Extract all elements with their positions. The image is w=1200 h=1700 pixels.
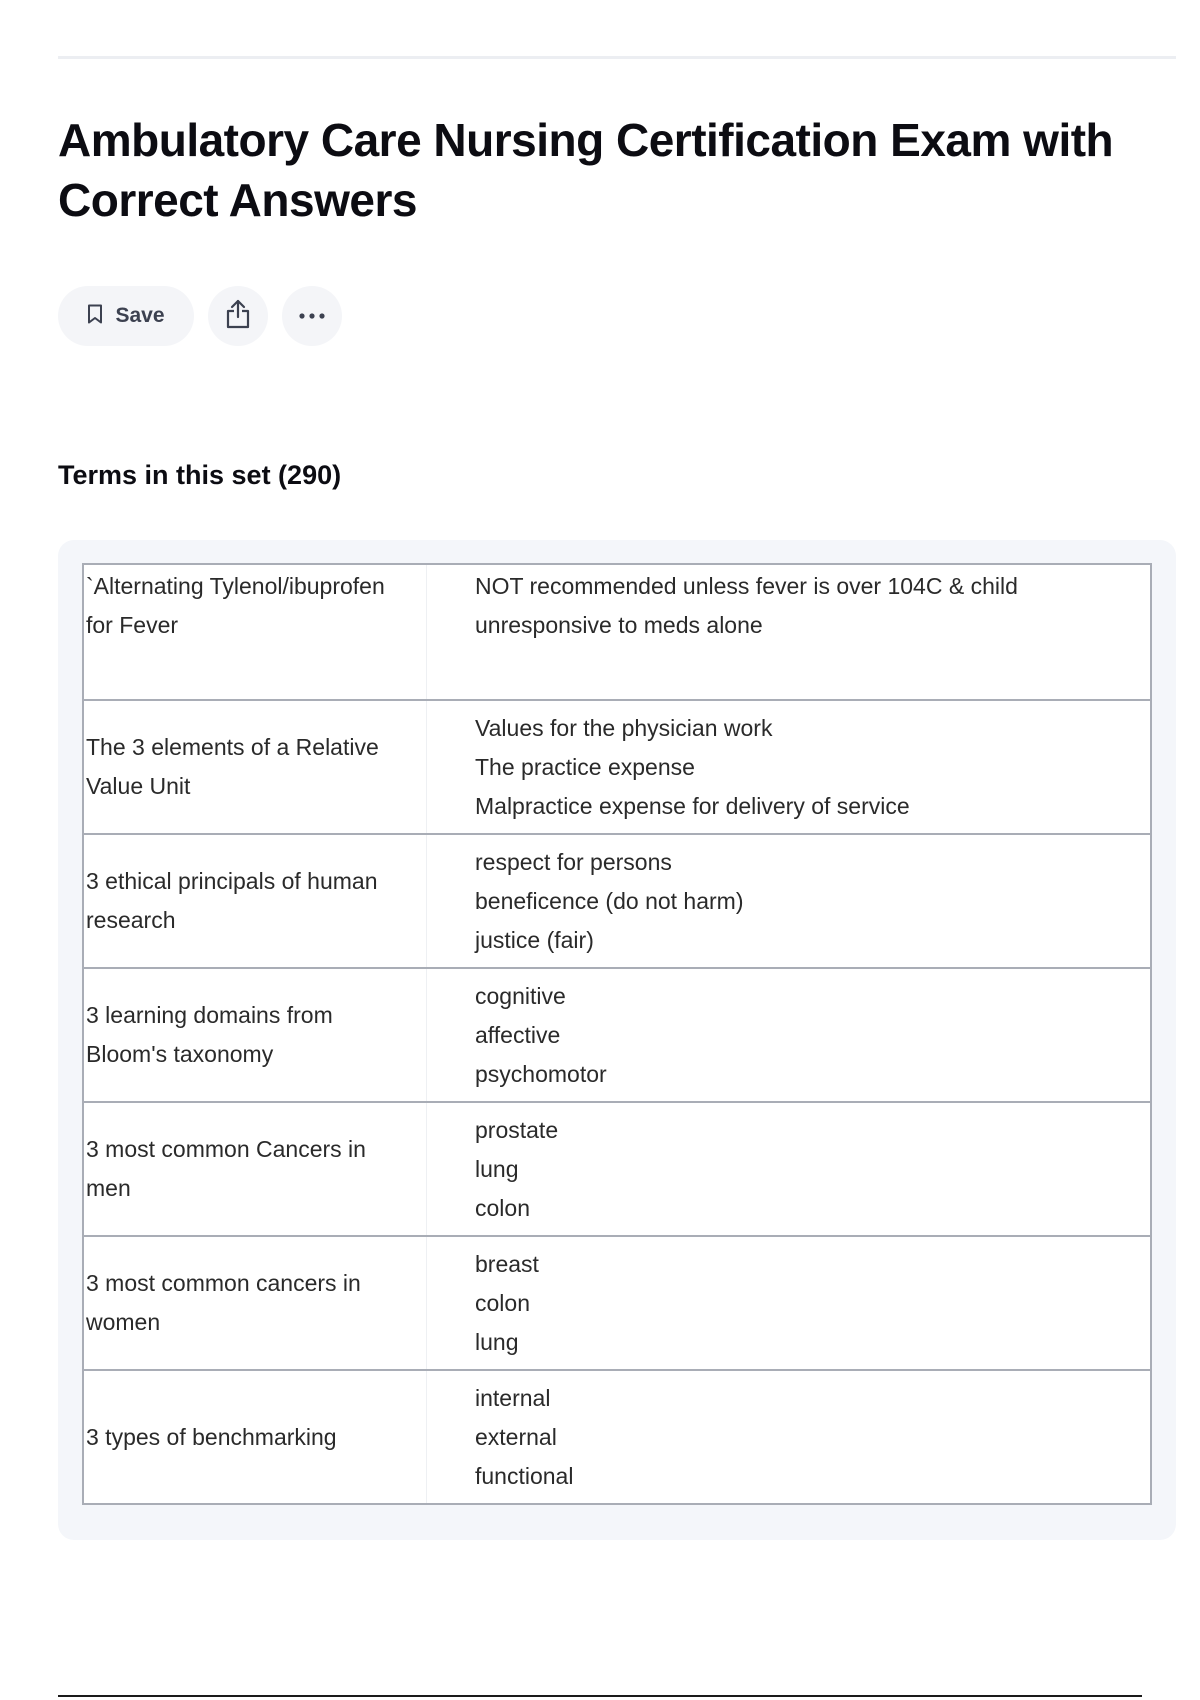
definition-line: internal [475, 1384, 551, 1411]
table-row [83, 1236, 1151, 1370]
term-cell: `Alternating Tylenol/ibuprofen for Fever [83, 564, 427, 700]
share-icon [225, 299, 251, 334]
save-button-label: Save [115, 304, 165, 327]
definition-line: cognitive [475, 982, 566, 1009]
save-button[interactable] [58, 286, 194, 346]
definition-cell [427, 834, 1152, 968]
definition-line: colon [475, 1289, 530, 1316]
definition-line: breast [475, 1250, 539, 1277]
definition-line: affective [475, 1021, 561, 1048]
definition-cell [427, 968, 1152, 1102]
term-cell: 3 learning domains from Bloom's taxonomy [83, 968, 427, 1102]
terms-heading: Terms in this set (290) [58, 460, 342, 490]
table-row [83, 564, 1151, 700]
definition-line: colon [475, 1194, 530, 1221]
definition-cell [427, 564, 1152, 700]
definition-line: NOT recommended unless fever is over 104C & child unresponsive to meds alone [475, 573, 1018, 638]
table-row [83, 968, 1151, 1102]
definition-line: prostate [475, 1116, 559, 1143]
more-icon [298, 307, 326, 325]
definition-line: beneficence (do not harm) [475, 887, 744, 914]
definition-line: functional [475, 1462, 574, 1489]
definition-line: justice (fair) [475, 926, 594, 953]
term-cell: The 3 elements of a Relative Value Unit [83, 700, 427, 834]
definition-cell [427, 1370, 1152, 1504]
table-row [83, 700, 1151, 834]
share-button[interactable] [208, 286, 268, 346]
definition-line: Malpractice expense for delivery of service [475, 792, 910, 819]
bottom-divider [58, 1695, 1142, 1697]
bookmark-icon [87, 304, 103, 329]
action-bar [58, 286, 342, 346]
page-title: Ambulatory Care Nursing Certification Exam with Correct Answers [58, 114, 1114, 226]
term-cell: 3 ethical principals of human research [83, 834, 427, 968]
definition-line: lung [475, 1328, 519, 1355]
definition-cell [427, 700, 1152, 834]
more-options-button[interactable] [282, 286, 342, 346]
term-cell: 3 types of benchmarking [83, 1370, 427, 1504]
definition-cell [427, 1236, 1152, 1370]
table-row [83, 1102, 1151, 1236]
table-row [83, 834, 1151, 968]
definition-line: Values for the physician work [475, 714, 773, 741]
term-cell: 3 most common cancers in women [83, 1236, 427, 1370]
definition-line: external [475, 1423, 557, 1450]
definition-line: The practice expense [475, 753, 695, 780]
definition-line: respect for persons [475, 848, 672, 875]
definition-line: psychomotor [475, 1060, 607, 1087]
term-cell: 3 most common Cancers in men [83, 1102, 427, 1236]
table-row [83, 1370, 1151, 1504]
definition-cell [427, 1102, 1152, 1236]
top-divider [58, 56, 1176, 59]
definition-line: lung [475, 1155, 519, 1182]
terms-table [82, 563, 1152, 1505]
